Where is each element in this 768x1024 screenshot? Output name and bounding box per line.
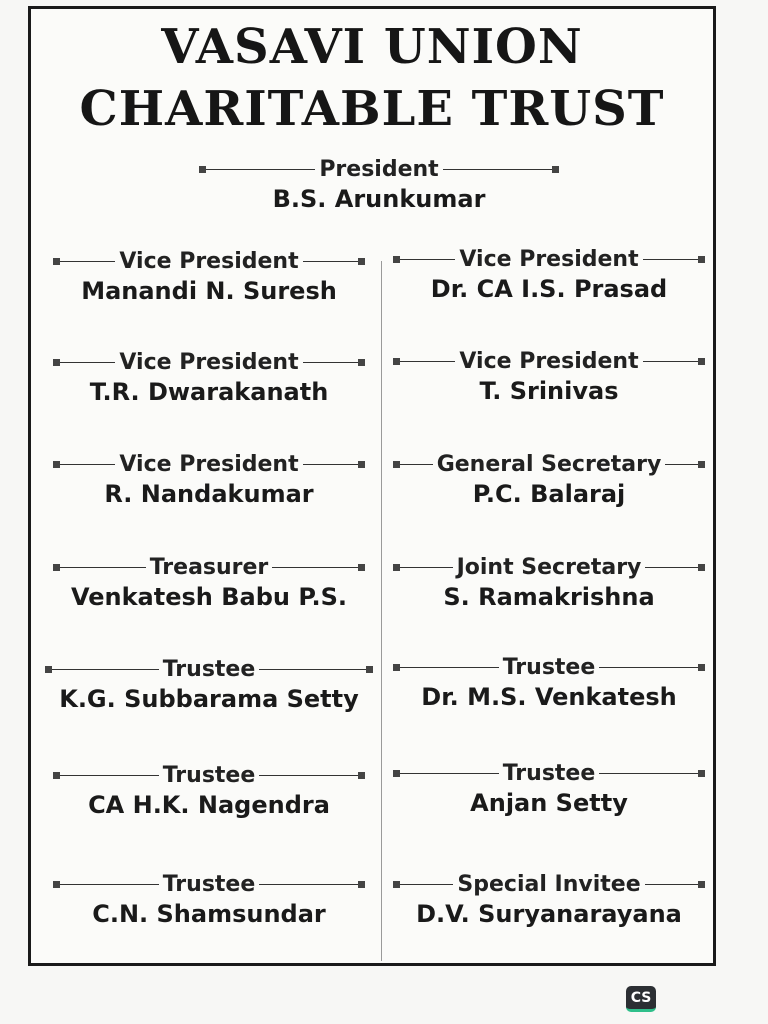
role-line [199,157,559,181]
title-line-1: VASAVI UNION [161,19,583,75]
role-label: Vice President [459,246,639,272]
connector-right [259,881,365,888]
square-icon [358,772,365,779]
square-icon [698,664,705,671]
square-icon [393,564,400,571]
entry-left-5 [45,657,373,713]
role-label: Trustee [502,654,596,680]
square-icon [393,256,400,263]
role-label: Trustee [502,760,596,786]
entry-left-6 [53,763,365,819]
member-name: D.V. Suryanarayana [416,900,682,928]
square-icon [552,166,559,173]
square-icon [53,772,60,779]
square-icon [698,256,705,263]
entry-right-6 [393,761,705,817]
role-line [393,555,705,579]
role-label: Vice President [119,349,299,375]
connector-right [643,358,705,365]
entry-left-7 [53,872,365,928]
square-icon [698,564,705,571]
role-label: Vice President [459,348,639,374]
connector-right [645,564,705,571]
square-icon [53,461,60,468]
member-name: R. Nandakumar [104,480,314,508]
square-icon [45,666,52,673]
role-line [393,452,705,476]
connector-left [393,461,433,468]
member-name: CA H.K. Nagendra [88,791,330,819]
member-name: B.S. Arunkumar [272,185,486,213]
role-line [53,452,365,476]
square-icon [393,881,400,888]
square-icon [53,258,60,265]
member-name: K.G. Subbarama Setty [59,685,359,713]
member-name: Anjan Setty [470,789,628,817]
role-label: Special Invitee [457,871,641,897]
square-icon [53,564,60,571]
entry-right-5 [393,655,705,711]
connector-right [665,461,705,468]
connector-left [393,564,453,571]
role-label: Trustee [162,762,256,788]
role-line [393,872,705,896]
member-name: Venkatesh Babu P.S. [70,583,348,611]
connector-left [53,258,115,265]
square-icon [199,166,206,173]
connector-left [199,166,315,173]
member-name: Dr. CA I.S. Prasad [430,275,668,303]
connector-left [53,881,159,888]
member-name: T. Srinivas [479,377,619,405]
connector-right [272,564,365,571]
role-label: Trustee [162,656,256,682]
connector-right [645,881,705,888]
square-icon [698,881,705,888]
square-icon [358,359,365,366]
role-line [45,657,373,681]
square-icon [53,881,60,888]
square-icon [393,358,400,365]
connector-right [303,359,365,366]
title-line-2: CHARITABLE TRUST [79,81,665,137]
role-label: Joint Secretary [456,554,642,580]
entry-right-1 [393,247,705,303]
connector-right [443,166,559,173]
member-name: Manandi N. Suresh [81,277,337,305]
role-line [53,350,365,374]
connector-left [53,359,115,366]
square-icon [366,666,373,673]
role-line [393,247,705,271]
member-name: Dr. M.S. Venkatesh [421,683,677,711]
camscanner-logo-icon: CS [626,986,656,1012]
member-name: S. Ramakrishna [443,583,655,611]
square-icon [53,359,60,366]
entry-right-4 [393,555,705,611]
role-line [53,555,365,579]
role-label: General Secretary [436,451,662,477]
square-icon [393,770,400,777]
member-name: C.N. Shamsundar [92,900,326,928]
role-line [53,763,365,787]
entry-left-4 [53,555,365,611]
entry-left-2 [53,350,365,406]
connector-right [259,772,365,779]
column-divider [381,261,382,961]
connector-right [643,256,705,263]
role-label: Vice President [119,248,299,274]
connector-left [393,664,499,671]
role-label: Trustee [162,871,256,897]
square-icon [698,770,705,777]
square-icon [393,461,400,468]
connector-right [303,461,365,468]
role-line [393,761,705,785]
connector-left [45,666,159,673]
role-line [393,349,705,373]
role-line [53,249,365,273]
role-label: President [319,156,439,182]
connector-left [393,881,453,888]
connector-left [53,772,159,779]
member-name: P.C. Balaraj [472,480,626,508]
square-icon [358,881,365,888]
role-label: Vice President [119,451,299,477]
connector-left [53,461,115,468]
connector-right [259,666,373,673]
connector-left [53,564,146,571]
member-name: T.R. Dwarakanath [89,378,329,406]
square-icon [393,664,400,671]
entry-left-3 [53,452,365,508]
connector-right [303,258,365,265]
entry-president [199,157,559,213]
role-line [393,655,705,679]
square-icon [358,564,365,571]
square-icon [698,461,705,468]
document-frame [28,6,716,966]
entry-right-7 [393,872,705,928]
square-icon [358,461,365,468]
entry-right-2 [393,349,705,405]
connector-right [599,770,705,777]
square-icon [358,258,365,265]
entry-left-1 [53,249,365,305]
connector-left [393,770,499,777]
entry-right-3 [393,452,705,508]
role-label: Treasurer [149,554,269,580]
role-line [53,872,365,896]
connector-right [599,664,705,671]
connector-left [393,358,455,365]
square-icon [698,358,705,365]
connector-left [393,256,455,263]
